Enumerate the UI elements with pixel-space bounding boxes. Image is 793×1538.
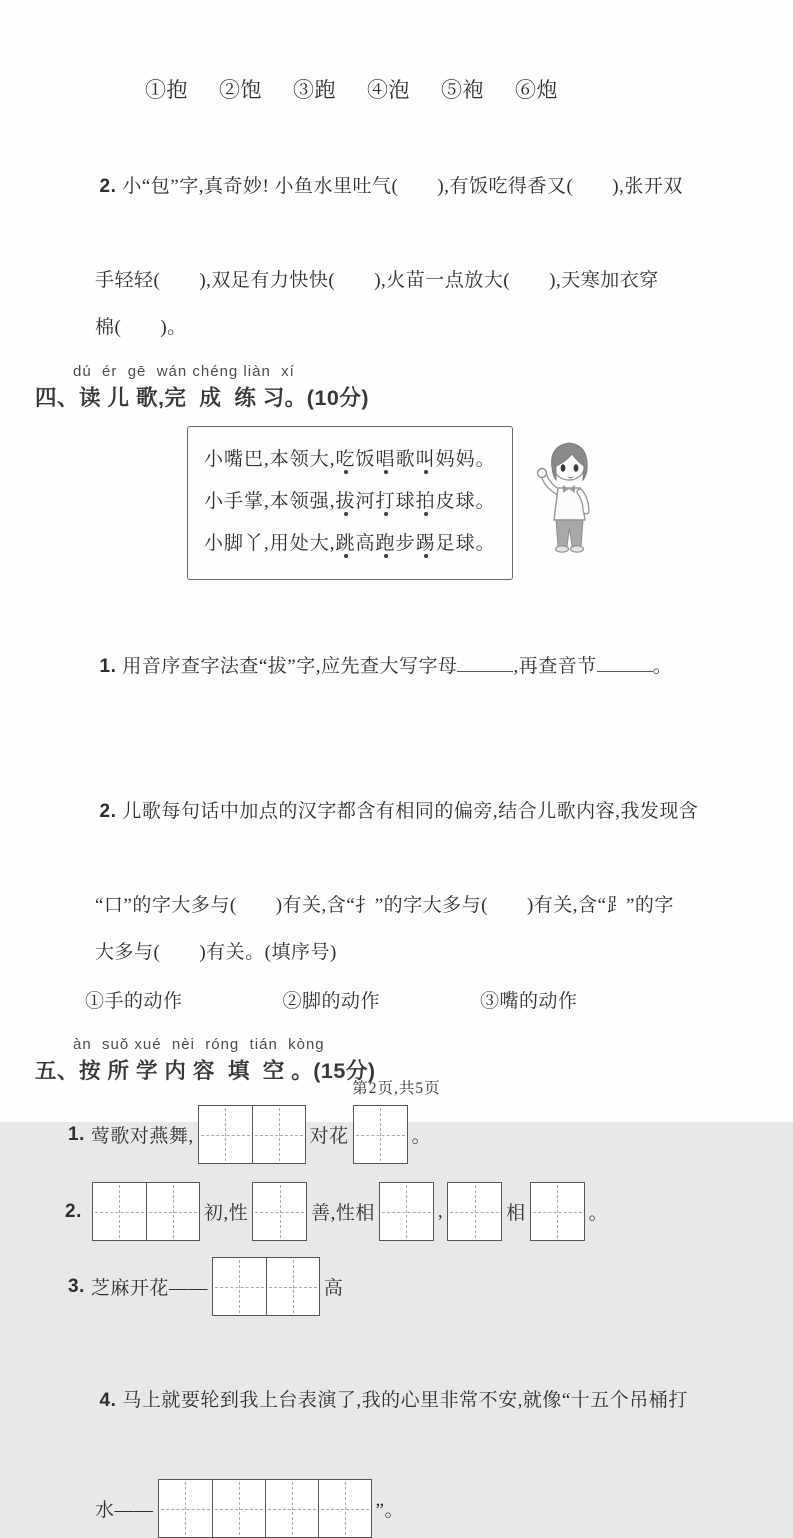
question-text: 马上就要轮到我上台表演了,我的心里非常不安,就像“十五个吊桶打 [122, 1390, 688, 1411]
question-text: 芝麻开花—— [90, 1278, 208, 1299]
writing-grid[interactable] [379, 1182, 434, 1241]
section4-q2 [35, 741, 753, 1024]
question-number: 1. [68, 1123, 85, 1145]
option-item: ⑥炮 [515, 78, 558, 102]
grid-cell[interactable] [380, 1183, 433, 1240]
song-box [187, 426, 513, 580]
child-illustration [527, 432, 609, 566]
question-text: 手轻轻( ),双足有力快快( ),火苗一点放大( ),天寒加衣穿 [95, 270, 659, 291]
question-text: 对花 [309, 1126, 349, 1147]
question-number: 2. [99, 801, 117, 822]
word-options-row [145, 74, 753, 104]
answer-blank[interactable] [457, 653, 513, 672]
song-line: 小脚丫,用处大,跳高跑步踢足球。 [204, 533, 496, 554]
choice-item: ②脚的动作 [282, 991, 381, 1012]
question-number: 4. [99, 1390, 117, 1411]
grid-cell[interactable] [252, 1106, 305, 1163]
emphasized-char: 跳 [335, 533, 356, 554]
question-text: 。 [652, 656, 673, 677]
question-number: 1. [99, 656, 117, 677]
section5-pinyin: àn suǒ xué nèi róng tián kòng [73, 1036, 325, 1053]
emphasized-char: 叫 [415, 449, 436, 470]
child-illustration-svg [527, 432, 609, 560]
section5-q4 [35, 1330, 753, 1538]
choices-row [85, 980, 753, 1024]
song-line: 小嘴巴,本领大,吃饭唱歌叫妈妈。 [204, 449, 496, 470]
question-text: “口”的字大多与( )有关,含“扌”的字大多与( )有关,含“⻊”的字 [95, 895, 674, 916]
writing-grid[interactable] [212, 1257, 320, 1316]
question-number: 2. [99, 176, 117, 197]
question-text: 小“包”字,真奇妙! 小鱼水里吐气( ),有饭吃得香又( ),张开双 [122, 176, 683, 197]
section5-q2 [65, 1182, 753, 1241]
question-text: 。 [588, 1203, 609, 1224]
emphasized-char: 拔 [335, 491, 356, 512]
emphasized-char: 打 [375, 491, 396, 512]
question-text: 善,性相 [311, 1203, 375, 1224]
section5-q1 [68, 1105, 753, 1164]
emphasized-char: 拍 [415, 491, 436, 512]
question-text: ,再查音节 [513, 656, 597, 677]
writing-grid[interactable] [158, 1479, 372, 1538]
question-text: 莺歌对燕舞, [90, 1126, 194, 1147]
grid-cell[interactable] [354, 1106, 407, 1163]
question-text: 水—— [95, 1500, 154, 1521]
grid-cell[interactable] [448, 1183, 501, 1240]
question-text: 儿歌每句话中加点的汉字都含有相同的偏旁,结合儿歌内容,我发现含 [122, 801, 699, 822]
song-row [187, 426, 753, 580]
grid-cell[interactable] [146, 1183, 199, 1240]
grid-cell[interactable] [213, 1258, 266, 1315]
grid-cell[interactable] [93, 1183, 146, 1240]
section5-q4-answer-row [95, 1479, 753, 1538]
writing-grid[interactable] [530, 1182, 585, 1241]
grid-cell[interactable] [199, 1106, 252, 1163]
question-text: 初,性 [203, 1203, 249, 1224]
question-text: 。 [411, 1126, 432, 1147]
question-text: ”。 [375, 1500, 404, 1521]
question-number: 3. [68, 1275, 85, 1297]
option-item: ①抱 [145, 78, 188, 102]
writing-grid[interactable] [92, 1182, 200, 1241]
option-item: ④泡 [367, 78, 410, 102]
question-2-bao [35, 116, 753, 351]
song-line: 小手掌,本领强,拔河打球拍皮球。 [204, 491, 496, 512]
emphasized-char: 踢 [415, 533, 436, 554]
section4-q1 [35, 596, 753, 737]
grid-cell[interactable] [159, 1480, 212, 1537]
question-text: 棉( )。 [95, 317, 187, 338]
question-text: , [437, 1200, 444, 1222]
answer-blank[interactable] [597, 653, 653, 672]
grid-cell[interactable] [531, 1183, 584, 1240]
option-item: ⑤袍 [441, 78, 484, 102]
question-text: 大多与( )有关。(填序号) [95, 942, 337, 963]
section5-title: 五、按 所 学 内 容 填 空 。(15分) [35, 1059, 376, 1083]
option-item: ②饱 [219, 78, 262, 102]
question-text: 高 [323, 1278, 344, 1299]
grid-cell[interactable] [318, 1480, 371, 1537]
writing-grid[interactable] [198, 1105, 306, 1164]
writing-grid[interactable] [353, 1105, 408, 1164]
emphasized-char: 跑 [375, 533, 396, 554]
page-footer: 第2页,共5页 [352, 1080, 441, 1097]
choice-item: ①手的动作 [85, 991, 183, 1012]
question-number: 2. [65, 1200, 82, 1222]
option-item: ③跑 [293, 78, 336, 102]
choice-item: ③嘴的动作 [480, 991, 578, 1012]
emphasized-char: 吃 [335, 449, 356, 470]
grid-cell[interactable] [253, 1183, 306, 1240]
grid-cell[interactable] [266, 1258, 319, 1315]
emphasized-char: 唱 [375, 449, 396, 470]
section4-pinyin: dú ér gē wán chéng liàn xí [73, 363, 295, 380]
grid-cell[interactable] [212, 1480, 265, 1537]
section5-q3 [68, 1257, 753, 1316]
writing-grid[interactable] [252, 1182, 307, 1241]
grid-cell[interactable] [265, 1480, 318, 1537]
section4-title: 四、读 儿 歌,完 成 练 习。(10分) [35, 386, 370, 410]
writing-grid[interactable] [447, 1182, 502, 1241]
question-text: 用音序查字法查“拔”字,应先查大写字母 [122, 656, 458, 677]
question-text: 相 [506, 1203, 526, 1224]
